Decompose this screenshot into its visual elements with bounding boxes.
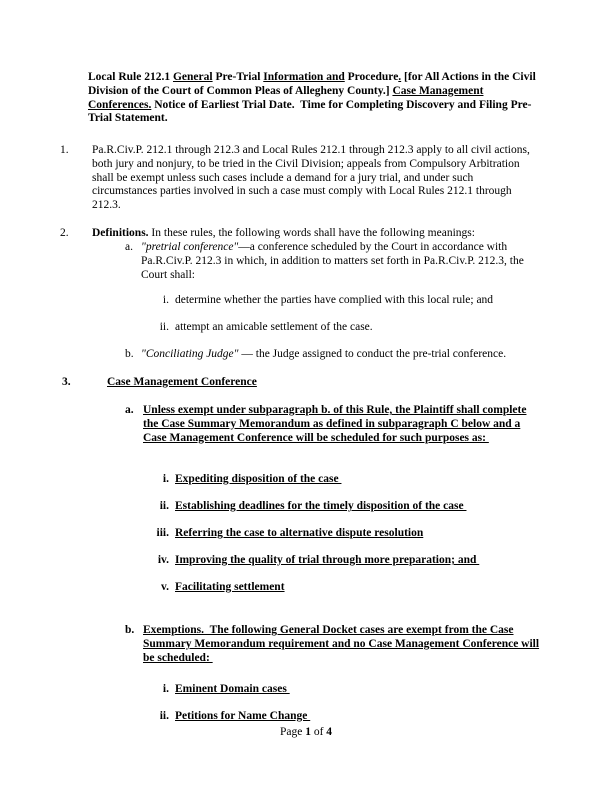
section-3b-item-ii-numeral: ii. xyxy=(159,710,169,722)
paragraph-2-text: In these rules, the following words shall have the following meanings: xyxy=(148,227,475,239)
title-underlined-information-and: Information and xyxy=(263,71,345,83)
definition-a-item-ii-numeral: ii. xyxy=(159,321,169,333)
paragraph-2-definitions xyxy=(60,227,539,241)
title-underlined-case-management: Case Management Conferences. xyxy=(88,84,484,111)
footer-page-word: Page xyxy=(279,726,306,738)
section-3b-text: Exemptions. The following General Docket cases are exempt from the Case Summary Memorandum requirement and no Case Management Conference will be scheduled: xyxy=(143,624,540,664)
definition-a-pretrial-conference xyxy=(125,241,537,282)
title-text: Pre-Trial xyxy=(212,71,264,83)
section-3-number: 3. xyxy=(62,376,71,388)
paragraph-1-text: Pa.R.Civ.P. 212.1 through 212.3 and Local Rules 212.1 through 212.3 apply to all civil actions, both jury and nonjury, to be tried in the Civil Division; appeals from Compulsory Arbitration shall be exempt unless such cases include a demand for a jury trial, and under such circumstances parties involved in such a case must comply with Local Rules 212.1 through 212.3. xyxy=(92,144,530,212)
section-3a-item-ii-text: Establishing deadlines for the timely disposition of the case xyxy=(175,500,467,512)
section-3a-item-iii xyxy=(156,527,424,541)
section-3a-item-i-text: Expediting disposition of the case xyxy=(175,473,342,485)
section-3a-item-iii-text: Referring the case to alternative dispute resolution xyxy=(175,527,424,539)
definition-a-text: —a conference scheduled by the Court in accordance with Pa.R.Civ.P. 212.3 in which, in addition to matters set forth in Pa.R.Civ.P. 212.3, the Court shall: xyxy=(141,241,524,281)
definition-a-term: "pretrial conference" xyxy=(141,241,239,253)
section-3a-item-iii-numeral: iii. xyxy=(156,527,169,539)
footer-page-number: 1 xyxy=(305,726,311,738)
section-3-heading xyxy=(62,376,257,390)
definition-a-item-ii xyxy=(159,321,373,335)
section-3a-item-i-numeral: i. xyxy=(162,473,169,485)
title-underlined-period: . xyxy=(398,71,402,83)
title-underlined-general: General xyxy=(172,71,213,83)
page-footer xyxy=(0,726,612,740)
section-3-subparagraph-a xyxy=(125,404,539,445)
definition-a-item-i-text: determine whether the parties have complied with this local rule; and xyxy=(175,294,494,306)
footer-of-word: of xyxy=(310,726,327,738)
section-3a-item-ii xyxy=(159,500,467,514)
definitions-label: Definitions. xyxy=(92,227,149,239)
section-3a-text: Unless exempt under subparagraph b. of this Rule, the Plaintiff shall complete the Case Summary Memorandum as defined in subparagraph C below and a Case Management Conference will be scheduled for such purposes as: xyxy=(143,404,527,444)
section-3b-item-i-text: Eminent Domain cases xyxy=(175,683,290,695)
section-3a-item-iv xyxy=(157,554,480,568)
section-3b-item-i xyxy=(162,683,290,697)
definition-b-text: — the Judge assigned to conduct the pre-trial conference. xyxy=(238,348,507,360)
section-3a-item-i xyxy=(162,473,342,487)
section-3b-item-i-numeral: i. xyxy=(162,683,169,695)
definition-a-label: a. xyxy=(125,241,133,253)
definition-b-conciliating-judge xyxy=(125,348,507,362)
section-3-subparagraph-b-exemptions xyxy=(125,624,541,665)
section-3a-item-v-numeral: v. xyxy=(161,581,169,593)
paragraph-1-number: 1. xyxy=(60,144,69,156)
section-3b-item-ii xyxy=(159,710,311,724)
title-text: Notice of Earliest Trial Date. Time for Completing Discovery and Filing Pre-Trial Statement. xyxy=(88,98,532,125)
section-3a-item-ii-numeral: ii. xyxy=(159,500,169,512)
document-title xyxy=(88,71,541,126)
section-3b-item-ii-text: Petitions for Name Change xyxy=(175,710,311,722)
section-3a-label: a. xyxy=(125,404,134,416)
section-3a-item-iv-numeral: iv. xyxy=(157,554,169,566)
paragraph-1 xyxy=(60,144,539,213)
footer-total-pages: 4 xyxy=(326,726,333,738)
title-bracketed-text: [for All Actions in the Civil Division of the Court of Common Pleas of Allegheny County.] xyxy=(88,71,536,97)
section-3-title: Case Management Conference xyxy=(107,376,257,388)
section-3a-item-v-text: Facilitating settlement xyxy=(175,581,285,593)
definition-a-item-i xyxy=(162,294,494,308)
definition-a-item-ii-text: attempt an amicable settlement of the case. xyxy=(175,321,373,333)
definition-b-label: b. xyxy=(125,348,134,360)
title-text: Local Rule 212.1 xyxy=(88,71,173,83)
section-3a-item-v xyxy=(161,581,285,595)
title-text: Procedure xyxy=(344,71,399,83)
definition-b-term: "Conciliating Judge" xyxy=(141,348,239,360)
paragraph-2-number: 2. xyxy=(60,227,69,239)
section-3b-label: b. xyxy=(125,624,135,636)
definition-a-item-i-numeral: i. xyxy=(162,294,169,306)
section-3a-item-iv-text: Improving the quality of trial through more preparation; and xyxy=(175,554,480,566)
